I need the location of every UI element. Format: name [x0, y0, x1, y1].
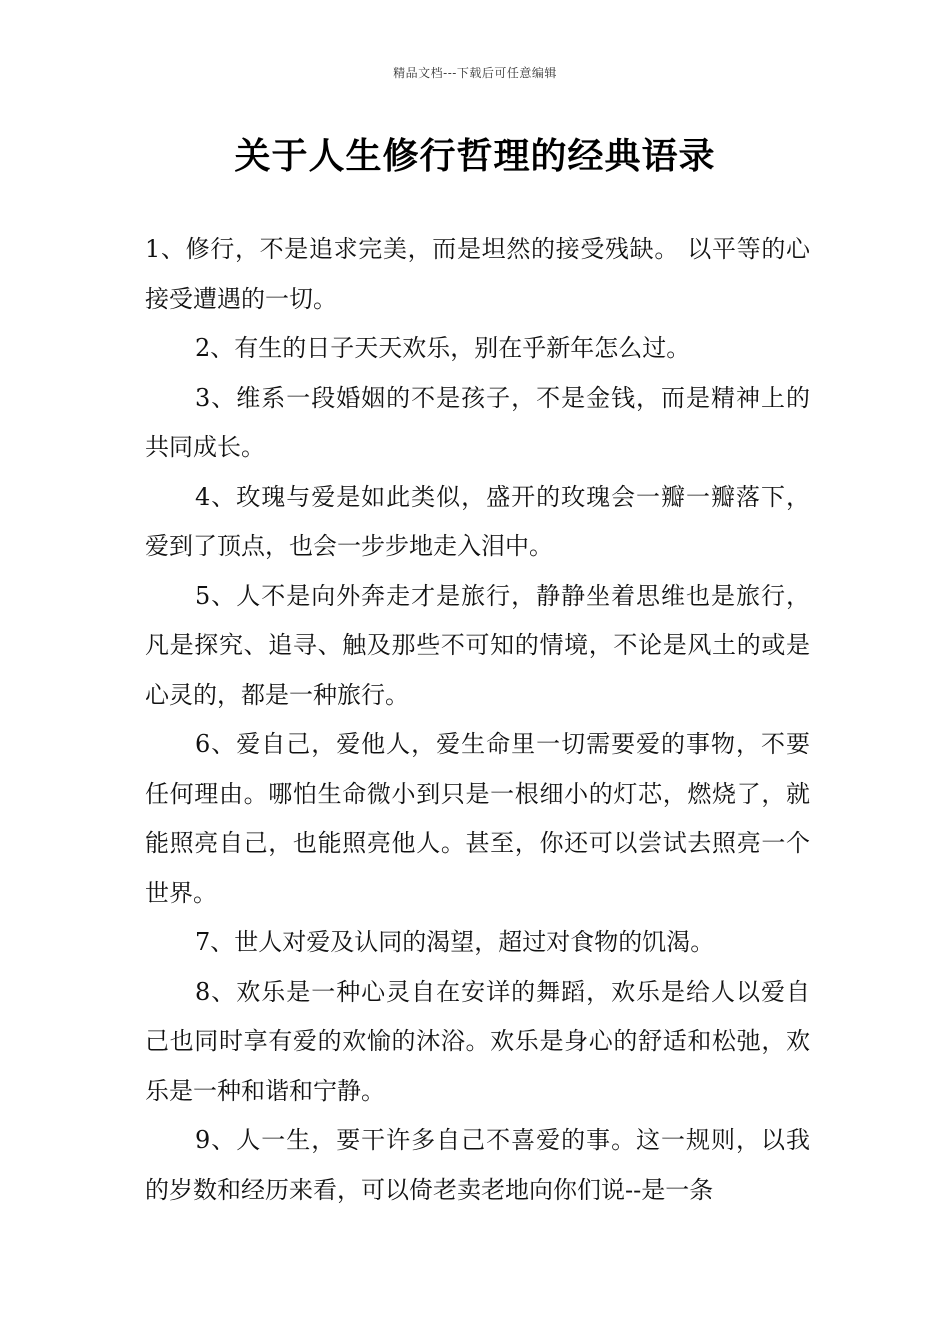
paragraph: 1、修行，不是追求完美，而是坦然的接受残缺。 以平等的心接受遭遇的一切。 [145, 235, 810, 313]
document-body [145, 225, 810, 1215]
page-title: 关于人生修行哲理的经典语录 [234, 136, 716, 177]
paragraph: 4、玫瑰与爱是如此类似，盛开的玫瑰会一瓣一瓣落下，爱到了顶点，也会一步步地走入泪中。 [145, 482, 810, 560]
paragraph: 7、世人对爱及认同的渴望，超过对食物的饥渴。 [195, 928, 715, 956]
paragraph: 9、人一生，要干许多自己不喜爱的事。这一规则，以我的岁数和经历来看，可以倚老卖老地向你们说--是一条 [145, 1126, 810, 1204]
paragraph: 3、维系一段婚姻的不是孩子，不是金钱，而是精神上的共同成长。 [145, 383, 810, 461]
paragraph: 8、欢乐是一种心灵自在安详的舞蹈，欢乐是给人以爱自己也同时享有爱的欢愉的沐浴。欢乐是身心的舒适和松弛，欢乐是一种和谐和宁静。 [145, 977, 810, 1105]
header-note: 精品文档---下载后可任意编辑 [393, 66, 557, 80]
paragraph: 5、人不是向外奔走才是旅行，静静坐着思维也是旅行，凡是探究、追寻、触及那些不可知的情境，不论是风土的或是心灵的，都是一种旅行。 [145, 581, 810, 709]
paragraph: 2、有生的日子天天欢乐，别在乎新年怎么过。 [195, 334, 691, 362]
paragraph: 6、爱自己，爱他人，爱生命里一切需要爱的事物，不要任何理由。哪怕生命微小到只是一根细小的灯芯，燃烧了，就能照亮自己，也能照亮他人。甚至，你还可以尝试去照亮一个世界。 [145, 730, 810, 907]
